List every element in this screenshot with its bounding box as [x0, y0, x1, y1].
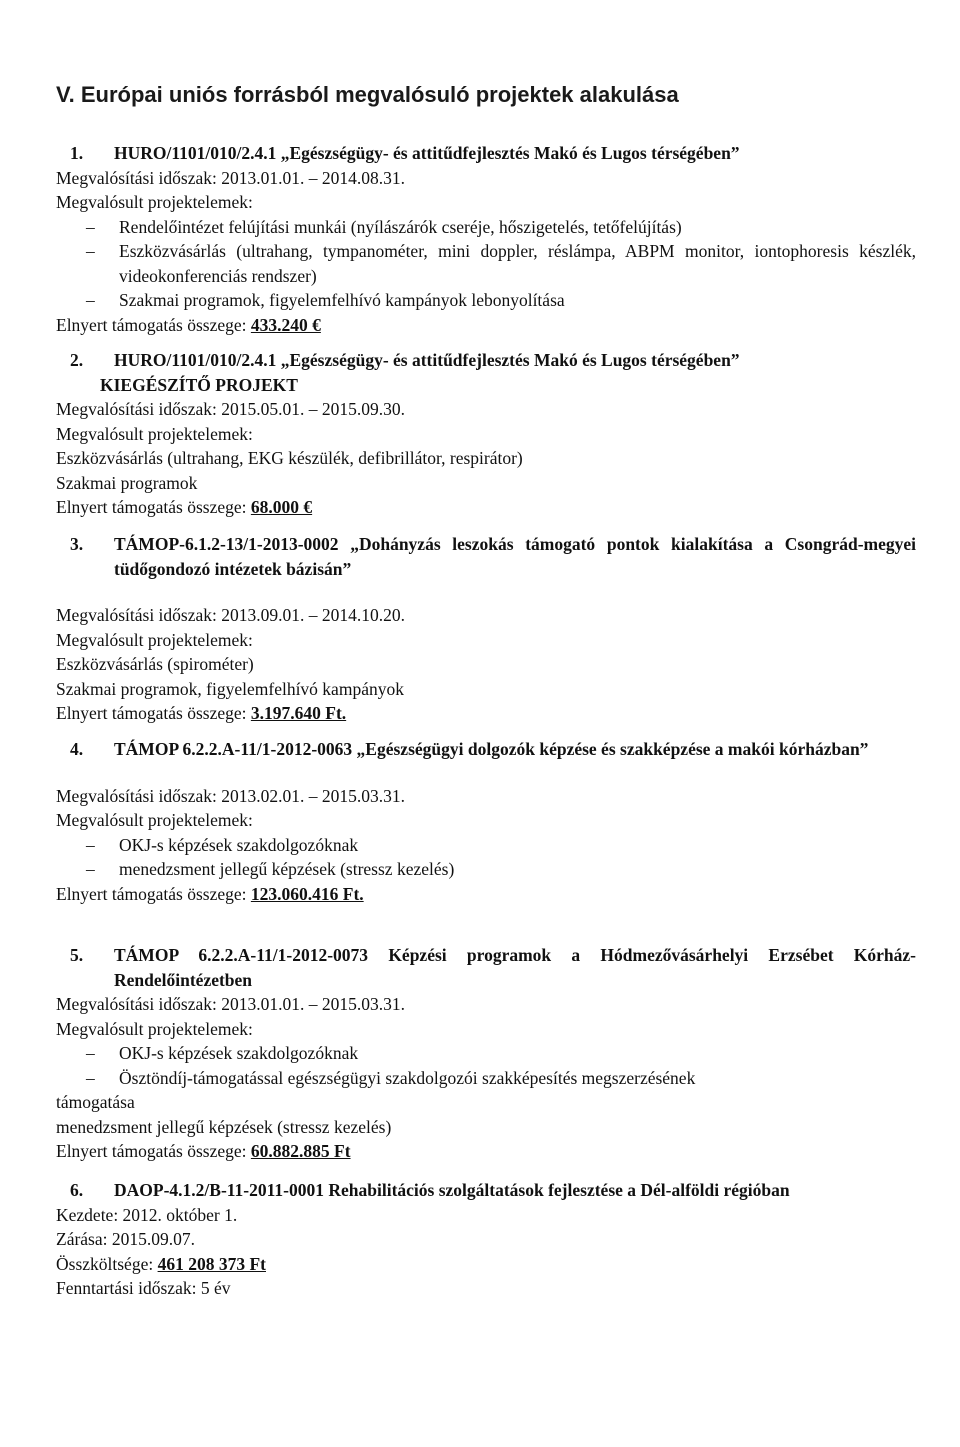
dash-bullet: – — [86, 1067, 95, 1088]
project-2-elements-label: Megvalósult projektelemek: — [56, 423, 253, 444]
total-label: Összköltsége: — [56, 1253, 158, 1274]
project-6-total — [56, 1252, 916, 1277]
project-5-period: Megvalósítási időszak: 2013.01.01. – 2015.03.31. — [56, 994, 406, 1014]
project-5 — [56, 943, 916, 1164]
project-1-elements-label: Megvalósult projektelemek: — [56, 192, 253, 212]
list-item — [56, 1066, 916, 1091]
project-5-continuation: menedzsment jellegű képzések (stressz kezelés) — [56, 1116, 392, 1137]
list-item-text: Eszközvásárlás (ultrahang, tympanométer, mini doppler, réslámpa, ABPM monitor, iontophoresis készlék, videokonferenciás rendszer) — [119, 241, 916, 286]
project-3 — [56, 532, 916, 726]
project-1-title: HURO/1101/010/2.4.1 „Egészségügy- és attitűdfejlesztés Makó és Lugos térségében” — [114, 143, 740, 163]
project-2 — [56, 348, 916, 520]
dash-bullet: – — [86, 1043, 95, 1063]
project-5-continuation: támogatása — [56, 1092, 135, 1112]
dash-bullet: – — [86, 290, 95, 310]
project-6-end: Zárása: 2015.09.07. — [56, 1229, 195, 1249]
project-2-title-row — [56, 348, 916, 373]
project-3-title: TÁMOP-6.1.2-13/1-2013-0002 „Dohányzás leszokás támogató pontok kialakítása a Csongrád-megyei tüdőgondozó intézetek bázisán” — [114, 534, 916, 579]
list-item — [56, 239, 916, 288]
project-5-support — [56, 1139, 916, 1164]
support-value: 68.000 € — [250, 497, 313, 517]
project-3-support — [56, 701, 916, 726]
project-3-line: Eszközvásárlás (spirométer) — [56, 654, 254, 674]
project-2-line: Eszközvásárlás (ultrahang, EKG készülék, defibrillátor, respirátor) — [56, 448, 523, 468]
project-2-period: Megvalósítási időszak: 2015.05.01. – 2015.09.30. — [56, 399, 406, 419]
support-label: Elnyert támogatás összege: — [56, 1141, 251, 1161]
dash-bullet: – — [86, 216, 95, 237]
project-4-title-row — [56, 737, 916, 762]
list-item-text: menedzsment jellegű képzések (stressz kezelés) — [119, 859, 455, 879]
project-4-number: 4. — [70, 739, 84, 759]
project-1-period: Megvalósítási időszak: 2013.01.01. – 2014.08.31. — [56, 167, 406, 188]
support-value: 3.197.640 Ft. — [250, 703, 347, 723]
project-6-maintenance: Fenntartási időszak: 5 év — [56, 1278, 231, 1298]
project-3-period: Megvalósítási időszak: 2013.09.01. – 2014.10.20. — [56, 605, 406, 625]
project-6-title: DAOP-4.1.2/B-11-2011-0001 Rehabilitációs szolgáltatások fejlesztése a Dél-alföldi régióban — [114, 1180, 790, 1200]
project-5-title: TÁMOP 6.2.2.A-11/1-2012-0073 Képzési programok a Hódmezővásárhelyi Erzsébet Kórház- Rendelőintézetben — [114, 945, 916, 990]
project-5-title-row — [56, 943, 916, 992]
project-5-number: 5. — [70, 945, 84, 965]
support-label: Elnyert támogatás összege: — [56, 703, 251, 723]
dash-bullet: – — [86, 859, 95, 879]
project-4-title: TÁMOP 6.2.2.A-11/1-2012-0063 „Egészségügyi dolgozók képzése és szakképzése a makói kórházban” — [114, 739, 869, 759]
project-2-subtitle: KIEGÉSZÍTŐ PROJEKT — [100, 374, 298, 395]
list-item — [56, 288, 916, 313]
support-label: Elnyert támogatás összege: — [56, 314, 251, 335]
section-heading: V. Európai uniós forrásból megvalósuló projektek alakulása — [56, 82, 679, 107]
project-4-elements-label: Megvalósult projektelemek: — [56, 810, 253, 830]
project-1-number: 1. — [70, 143, 84, 163]
support-value: 60.882.885 Ft — [250, 1141, 351, 1161]
support-label: Elnyert támogatás összege: — [56, 883, 251, 904]
project-4-support — [56, 882, 916, 907]
project-1-title-row — [56, 141, 916, 166]
support-value: 433.240 € — [250, 314, 321, 335]
list-item — [56, 833, 916, 858]
project-2-line: Szakmai programok — [56, 472, 198, 493]
project-2-title: HURO/1101/010/2.4.1 „Egészségügy- és attitűdfejlesztés Makó és Lugos térségében” — [114, 350, 740, 370]
project-6 — [56, 1178, 916, 1301]
project-3-elements-label: Megvalósult projektelemek: — [56, 629, 253, 650]
list-item — [56, 1041, 916, 1066]
project-4-period: Megvalósítási időszak: 2013.02.01. – 2015.03.31. — [56, 785, 406, 806]
project-6-number: 6. — [70, 1180, 84, 1200]
project-2-support — [56, 495, 916, 520]
list-item-text: Ösztöndíj-támogatással egészségügyi szakdolgozói szakképesítés megszerzésének — [119, 1067, 696, 1088]
total-value: 461 208 373 Ft — [157, 1253, 266, 1274]
project-3-title-row — [56, 532, 916, 581]
support-label: Elnyert támogatás összege: — [56, 497, 251, 517]
list-item — [56, 215, 916, 240]
project-1-support — [56, 313, 916, 338]
list-item — [56, 857, 916, 882]
project-2-number: 2. — [70, 350, 84, 370]
project-1 — [56, 141, 916, 337]
dash-bullet: – — [86, 834, 95, 855]
project-5-elements-label: Megvalósult projektelemek: — [56, 1018, 253, 1039]
support-value: 123.060.416 Ft. — [250, 883, 364, 904]
dash-bullet: – — [86, 241, 95, 261]
list-item-text: Rendelőintézet felújítási munkái (nyílászárók cseréje, hőszigetelés, tetőfelújítás) — [119, 216, 682, 237]
list-item-text: OKJ-s képzések szakdolgozóknak — [119, 834, 359, 855]
list-item-text: Szakmai programok, figyelemfelhívó kampányok lebonyolítása — [119, 290, 565, 310]
project-6-title-row — [56, 1178, 916, 1203]
project-6-start: Kezdete: 2012. október 1. — [56, 1204, 238, 1225]
list-item-text: OKJ-s képzések szakdolgozóknak — [119, 1043, 359, 1063]
project-4 — [56, 737, 916, 906]
project-3-number: 3. — [70, 534, 84, 554]
project-3-line: Szakmai programok, figyelemfelhívó kampányok — [56, 678, 404, 699]
